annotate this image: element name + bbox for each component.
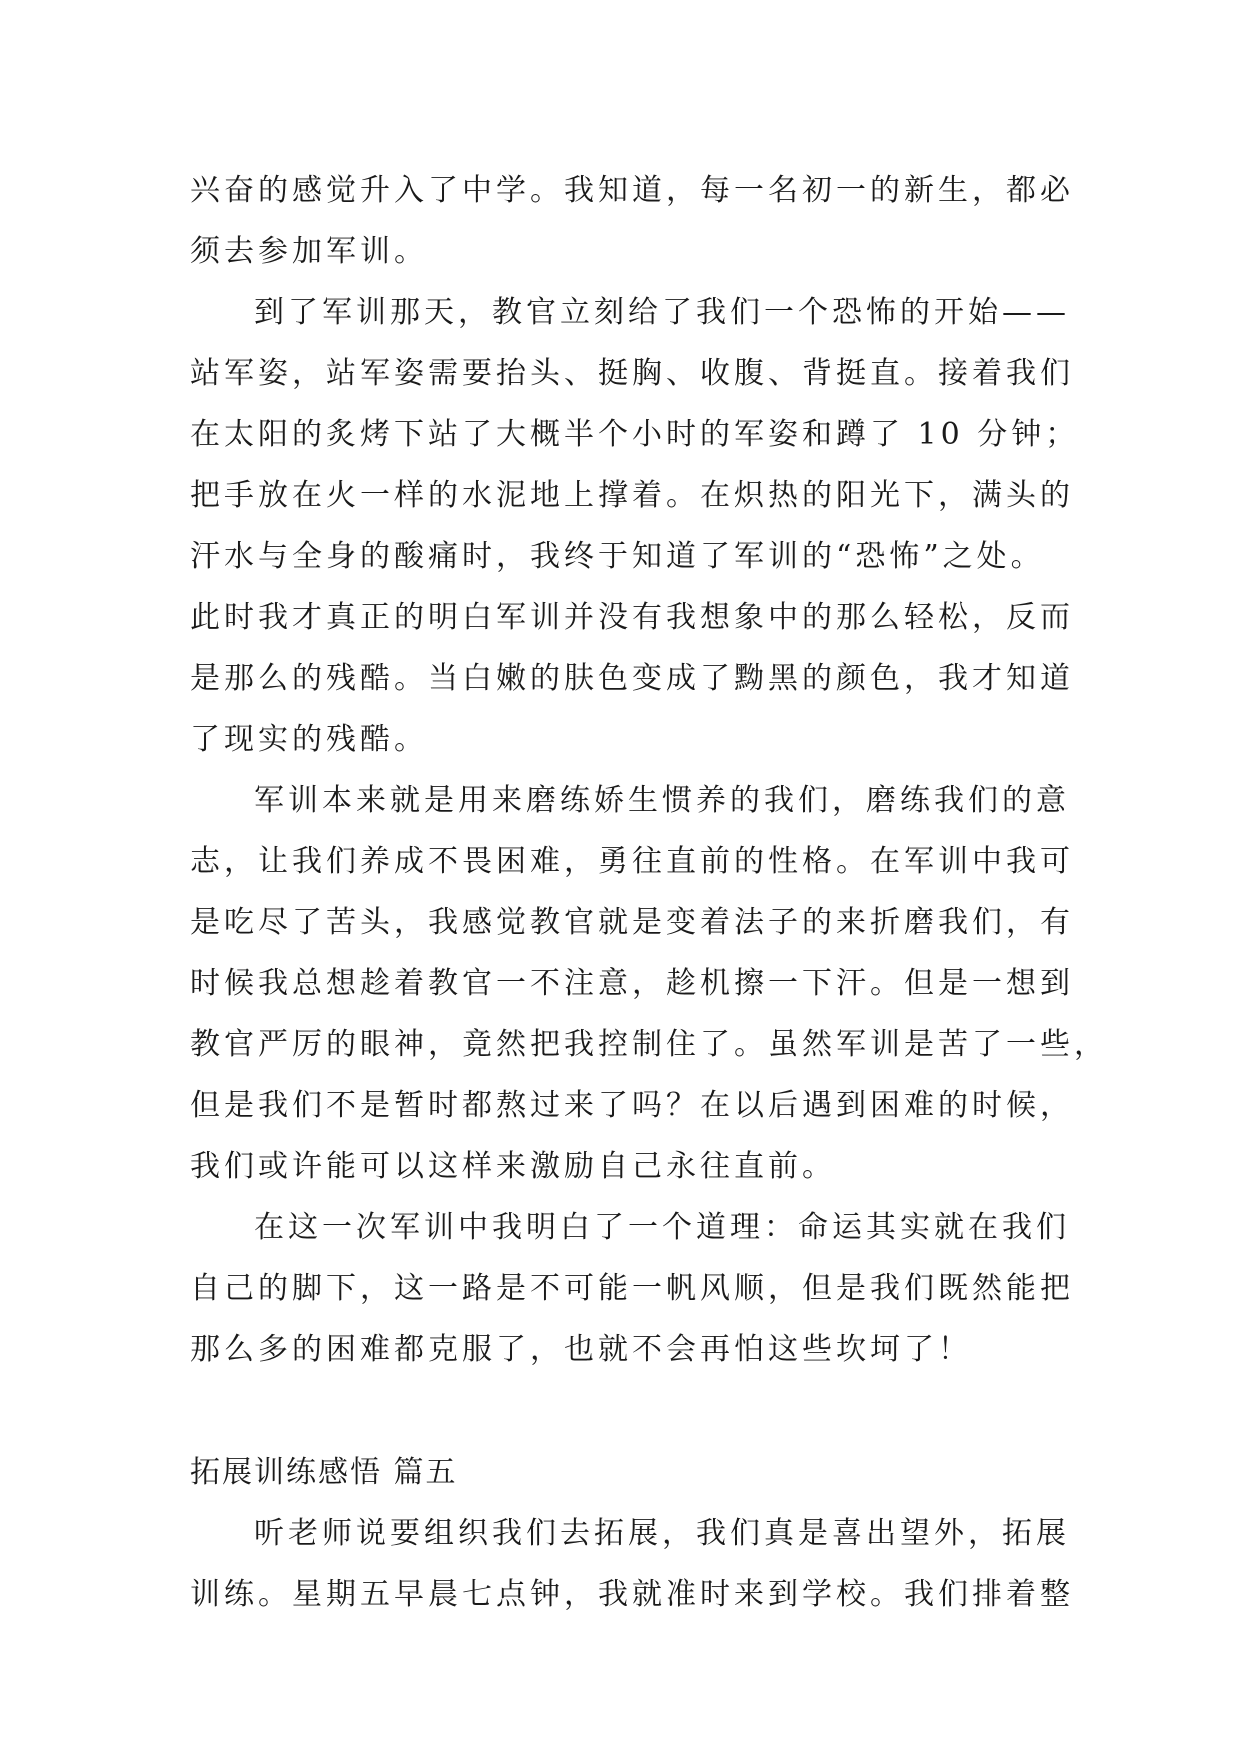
paragraph-2 — [190, 282, 1080, 770]
text-line: 是吃尽了苦头，我感觉教官就是变着法子的来折磨我们，有 — [190, 905, 1074, 940]
text-line: 听老师说要组织我们去拓展，我们真是喜出望外，拓展 — [254, 1516, 1070, 1551]
text-line: 教官严厉的眼神，竟然把我控制住了。虽然军训是苦了一些， — [190, 1027, 1108, 1062]
text-line: 须去参加军训。 — [190, 234, 428, 269]
text-line: 时候我总想趁着教官一不注意，趁机擦一下汗。但是一想到 — [190, 966, 1074, 1001]
paragraph-1 — [190, 160, 1074, 282]
text-line: 在这一次军训中我明白了一个道理：命运其实就在我们 — [254, 1210, 1070, 1245]
text-line: 此时我才真正的明白军训并没有我想象中的那么轻松，反而 — [190, 600, 1074, 635]
section-paragraph — [190, 1503, 1074, 1625]
paragraph-4 — [190, 1197, 1074, 1380]
text-line: 训练。星期五早晨七点钟，我就准时来到学校。我们排着整 — [190, 1577, 1074, 1612]
text-line: 到了军训那天，教官立刻给了我们一个恐怖的开始—— — [254, 295, 1070, 330]
text-line: 自己的脚下，这一路是不可能一帆风顺，但是我们既然能把 — [190, 1271, 1074, 1306]
text-line: 了现实的残酷。 — [190, 722, 428, 757]
text-line: 我们或许能可以这样来激励自己永往直前。 — [190, 1149, 836, 1184]
text-line: 那么多的困难都克服了，也就不会再怕这些坎坷了！ — [190, 1332, 972, 1367]
text-line: 志，让我们养成不畏困难，勇往直前的性格。在军训中我可 — [190, 844, 1074, 879]
document-body — [190, 160, 1108, 1625]
text-line: 在太阳的炙烤下站了大概半个小时的军姿和蹲了 10 分钟； — [190, 417, 1080, 452]
text-line: 但是我们不是暂时都熬过来了吗？在以后遇到困难的时候， — [190, 1088, 1074, 1123]
text-line: 把手放在火一样的水泥地上撑着。在炽热的阳光下，满头的 — [190, 478, 1074, 513]
section-spacer — [190, 1380, 1050, 1442]
text-line: 站军姿，站军姿需要抬头、挺胸、收腹、背挺直。接着我们 — [190, 356, 1074, 391]
text-line: 汗水与全身的酸痛时，我终于知道了军训的“恐怖”之处。 — [190, 539, 1045, 574]
paragraph-3 — [190, 770, 1108, 1197]
text-line: 兴奋的感觉升入了中学。我知道，每一名初一的新生，都必 — [190, 173, 1074, 208]
text-line: 军训本来就是用来磨练娇生惯养的我们，磨练我们的意 — [254, 783, 1070, 818]
text-line: 是那么的残酷。当白嫩的肤色变成了黝黑的颜色，我才知道 — [190, 661, 1074, 696]
section-heading: 拓展训练感悟 篇五 — [190, 1455, 458, 1490]
